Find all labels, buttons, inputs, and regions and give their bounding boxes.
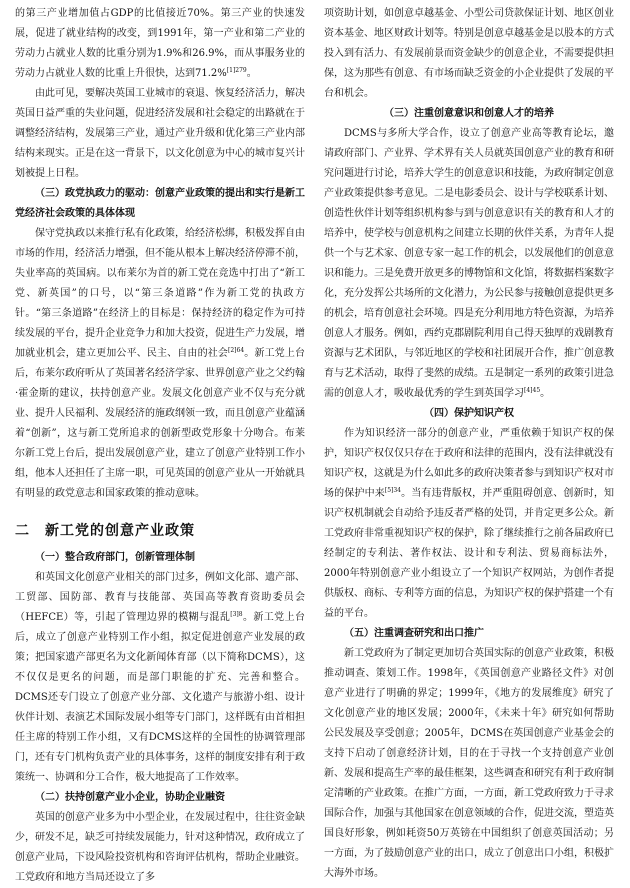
citation-marker: [4]45 [524, 387, 541, 394]
text-run: 。当有违背版权，并严重阻碍创意、创新时，知识产权机制就会自动给予违反者严格的处罚，并肯定更多公众。新工党政府非常重视知识产权的保护，除了继续推行之前各届政府已经制定的专利法、著作权法、设计和专利法、贸易商标法外，2000年特别创意产业小组设立了一个知识产权网站，为创作者提供版权、商标、专利等方面的信息，为知识产权的保护搭建一个有益的平台。 [324, 488, 615, 619]
right-column [324, 4, 615, 879]
text-run: 和英国文化创意产业相关的部门过多，例如文化部、遗产部、工贸部、国防部、教育与技能部、英国高等教育资助委员会（HEFCE）等，引起了管理边界的模糊与混乱 [15, 572, 305, 623]
text-run: DCMS与多所大学合作，设立了创意产业高等教育论坛，邀请政府部门、产业界、学术界有关人员就英国创意产业的教育和研究问题进行讨论，培养大学生的创意意识和技能，为政府制定创意产业政策提供参考意见。二是电影委员会、设计与学校联系计划、创造性伙伴计划等组织机构参与到与创意意识有关的教育和人才的培养中，使学校与创意机构之间建立长期的伙伴关系，为青年人提供一个与艺术家、创意专家一起工作的机会，以发展他们的创意意识和能力。三是免费开放更多的博物馆和文化馆，将数据档案数字化，充分发挥公共场所的文化潜力，为公民参与接触创意提供更多的机会，培育创意社会环境。四是充分利用地方特色资源，为培养创意人才服务。例如，西约克郡剧院利用自己得天独厚的戏剧教育资源与艺术团队，与邻近地区的学校和社团展开合作，推广创意教育与艺术活动，取得了斐然的成绩。五是制定一系列的政策引进急需的创意人才，吸收最优秀的学生到英国学习 [324, 128, 614, 399]
paragraph [324, 424, 614, 624]
subsection-heading: （一）整合政府部门，创新管理体制 [35, 552, 195, 563]
citation-marker: [2]64 [228, 347, 245, 354]
subsection-heading: （三）政党执政力的驱动：创意产业政策的提出和实行是新工党经济社会政策的具体体现 [15, 188, 305, 219]
text-run: 。 [246, 68, 257, 79]
subsection-heading: （五）注重调查研究和出口推广 [344, 628, 484, 639]
paragraph [15, 224, 305, 504]
paragraph [324, 4, 614, 104]
left-column [15, 4, 306, 883]
text-run: 由此可见，要解决英国工业城市的衰退、恢复经济活力，解决英国日益严重的失业问题，促进经济发展和社会稳定的出路就在于调整经济结构，发展第三产业，通过产业升级和优化第三产业内部结构来现实。正是在这一背景下，以文化创意为中心的城市复兴计划被提上日程。 [15, 88, 305, 179]
citation-marker: [5]34 [384, 487, 401, 494]
section-title: 二 新工党的创意产业政策 [15, 523, 195, 539]
text-run: 。新工党上台后，布莱尔政府听从了英国著名经济学家、世界创意产业之父约翰·霍金斯的建议，扶持创意产业。发展文化创意产业不仅与充分就业、提升人民福利、发展经济的施政纲领一致，而且创意产业蕴涵着“创新”，这与新工党所追求的创新型政党形象十分吻合。布莱尔新工党上台后，提出发展创意产业，建立了创意产业特别工作小组，他本人还担任了主席一职，可见英国的创意产业从一开始就具有明显的政党意志和国家政策的推动意味。 [15, 348, 306, 499]
subsection-heading: （二）扶持创意产业小企业，协助企业融资 [35, 792, 225, 803]
paragraph [15, 808, 305, 888]
text-run: 。新工党上台后，成立了创意产业特别工作小组，拟定促进创意产业发展的政策；把国家遗产部更名为文化新闻体育部（以下简称DCMS），这不仅仅是更名的问题，而是部门职能的扩充、完善和整合。DCMS还专门设立了创意产业分部、文化遗产与旅游小组、设计伙伴计划、表演艺术国际发展小组等专门部门，这样既有由首相担任主席的特别工作小组，又有DCMS这样的全国性的协调管理部门，还有专门机构负责产业的具体事务，这样的制度安排有利于政策统一、协调和分工合作，极大地提高了工作效率。 [15, 612, 305, 783]
citation-marker: [1]279 [226, 67, 247, 74]
text-run: 新工党政府为了制定更加切合英国实际的创意产业政策，积极推动调查、策划工作。1998年，《英国创意产业路径文件》对创意产业进行了明确的界定；1999年，《地方的发展维度》研究了文化创意产业的地区发展；2000年，《未来十年》研究如何帮助公民发展及享受创意；2005年，DCMS在英国创意产业基金会的支持下启动了创意经济计划，目的在于寻找一个支持创意产业创新、发展和提高生产率的最佳框架，这些调查和研究有利于政府制定清晰的产业政策。在推广方面，一方面，新工党政府致力于寻求国际合作，加强与其他国家在创意领域的合作，促进交流，塑造英国良好形象，例如耗资50万英镑在中国组织了创意英国活动；另一方面，为了鼓励创意产业的出口，成立了创意出口小组，积极扩大海外市场。 [324, 648, 614, 879]
text-run: 作为知识经济一部分的创意产业，严重依赖于知识产权的保护，知识产权仅仅只存在于政府和法律的范围内，没有法律就没有知识产权，这就是为什么如此多的政府决策者参与到知识产权对市场的保护中来 [324, 428, 614, 499]
text-run: 项资助计划，如创意卓越基金、小型公司贷款保证计划、地区创业资本基金、地区财政计划等。特别是创意卓越基金是以股本的方式投入到有活力、有发展前景而资金缺少的创意企业，不需要提供担保，这为那些有创意、有市场而缺乏资金的小企业提供了发展的平台和机会。 [324, 8, 614, 99]
subsection-heading: （四）保护知识产权 [424, 408, 514, 419]
text-run: 的第三产业增加值占GDP的比值接近70%。第三产业的快速发展，促进了就业结构的改变，到1991年，第一产业和第二产业的劳动力占就业人数的比重分别为1.9%和26.9%，而从事服务业的劳动力占就业人数的比重上升很快，达到71.2% [15, 8, 305, 79]
text-run: 。 [540, 388, 551, 399]
paragraph [324, 644, 614, 884]
text-run: 保守党执政以来推行私有化政策，给经济松绑，积极发挥自由市场的作用，经济活力增强，但不能从根本上解决经济停滞不前，失业率高的英国病。以布莱尔为首的新工党在竞选中打出了“新工党、新英国”的口号，以“第三条道路”作为新工党的执政方针。“第三条道路”在经济上的目标是：保持经济的稳定作为可持续发展的平台，提升企业竞争力和加大投资，促进生产力发展，增加就业机会，建立更加公平、民主、自由的社会 [15, 228, 305, 359]
text-run: 英国的创意产业多为中小型企业，在发展过程中，往往资金缺少，研发不足，缺乏可持续发展能力，针对这种情况，政府成立了创意产业局，下设风险投资机构和咨询评估机构，帮助企业融资。工党政府和地方当局还设立了多 [15, 812, 305, 883]
paragraph [15, 84, 305, 184]
citation-marker: [3]8 [230, 611, 243, 618]
paragraph [324, 124, 614, 404]
paragraph [15, 568, 305, 788]
subsection-heading: （三）注重创意意识和创意人才的培养 [384, 108, 554, 119]
paragraph [15, 4, 305, 84]
